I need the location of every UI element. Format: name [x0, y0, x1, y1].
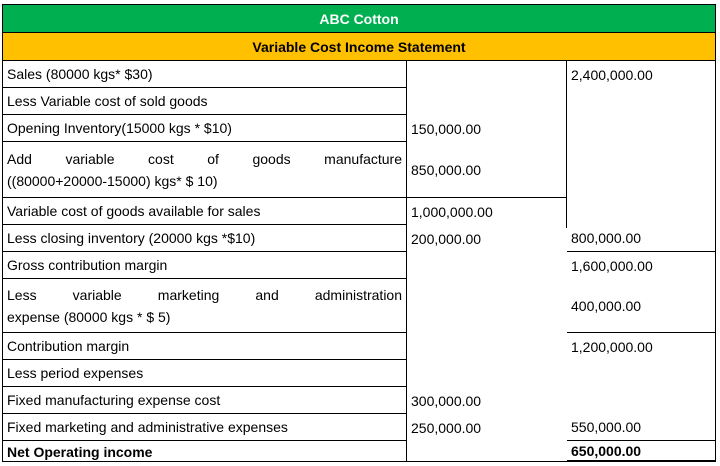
- row-add-variable-cost-amount: 850,000.00: [407, 142, 567, 198]
- row-fixed-marketing-label: Fixed marketing and administrative expenses: [3, 414, 407, 441]
- row-cost-available-label: Variable cost of goods available for sales: [3, 198, 407, 225]
- row-cost-available-amount: 1,000,000.00: [411, 203, 493, 220]
- row-variable-marketing-label: [3, 279, 407, 333]
- row-sales-label: Sales (80000 kgs* $30): [3, 61, 407, 88]
- row-add-variable-cost-line1: Add variable cost of goods manufacture: [7, 150, 402, 167]
- row-fixed-manufacturing-amount: 300,000.00: [411, 392, 482, 409]
- row-sales-total: 2,400,000.00: [571, 66, 653, 83]
- row-less-variable-cost-label: Less Variable cost of sold goods: [3, 88, 407, 115]
- row-add-variable-cost-line2: ((80000+20000-15000) kgs* $ 10): [7, 172, 218, 189]
- statement-title: Variable Cost Income Statement: [3, 33, 715, 61]
- row-gross-contribution-label: Gross contribution margin: [3, 252, 407, 279]
- row-closing-inventory-amount: 200,000.00: [411, 230, 482, 247]
- row-net-operating-income-total: 650,000.00: [567, 441, 715, 462]
- row-closing-inventory-label: Less closing inventory (20000 kgs *$10): [3, 225, 407, 252]
- row-fixed-manufacturing-label: Fixed manufacturing expense cost: [3, 387, 407, 414]
- row-add-variable-cost-label: [3, 142, 407, 198]
- row-fixed-marketing-total: 550,000.00: [567, 414, 715, 441]
- row-fixed-marketing-amount: 250,000.00: [411, 419, 482, 436]
- company-title: ABC Cotton: [3, 5, 715, 33]
- income-statement-table: [2, 4, 716, 462]
- row-gross-contribution-total: 1,600,000.00: [571, 257, 653, 274]
- row-variable-marketing-line1: Less variable marketing and administration: [7, 286, 402, 303]
- row-contribution-margin-total: 1,200,000.00: [571, 338, 653, 355]
- row-closing-inventory-total: 800,000.00: [567, 225, 715, 252]
- row-contribution-margin-label: Contribution margin: [3, 333, 407, 360]
- row-variable-marketing-line2: expense (80000 kgs * $ 5): [7, 308, 171, 325]
- mid-col-divider-upper: [566, 61, 567, 228]
- row-variable-marketing-total: 400,000.00: [567, 279, 715, 333]
- row-opening-inventory-label: Opening Inventory(15000 kgs * $10): [3, 115, 407, 142]
- row-net-operating-income-label: Net Operating income: [3, 441, 407, 462]
- row-opening-inventory-amount: 150,000.00: [411, 120, 482, 137]
- row-period-expenses-label: Less period expenses: [3, 360, 407, 387]
